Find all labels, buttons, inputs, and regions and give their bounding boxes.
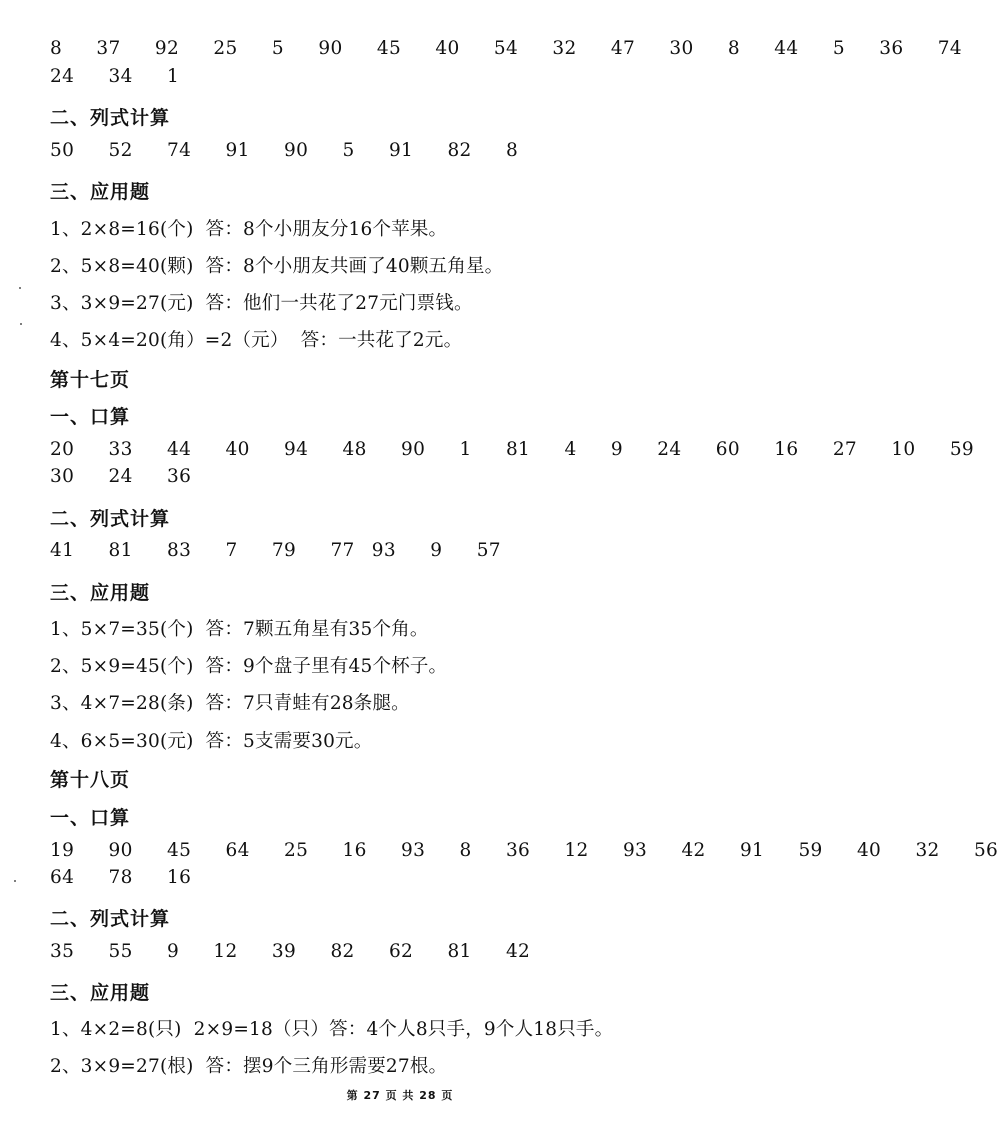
answer-line: 1、2×8=16(个) 答：8个小朋友分16个苹果。 — [50, 219, 448, 240]
scan-speck — [19, 287, 21, 289]
section3-heading: 三、应用题 — [50, 181, 151, 203]
answer-line: 1、4×2=8(只) 2×9=18（只）答：4个人8只手，9个人18只手。 — [50, 1019, 614, 1040]
oral-numbers-row2: 64 78 16 — [50, 867, 192, 888]
answer-line: 4、5×4=20(角）=2（元） 答：一共花了2元。 — [50, 330, 463, 351]
answer-line: 3、4×7=28(条) 答：7只青蛙有28条腿。 — [50, 693, 410, 714]
section2-numbers: 41 81 83 7 79 77 93 9 57 — [50, 540, 501, 561]
section3-heading: 三、应用题 — [50, 982, 151, 1004]
oral-numbers-row2: 30 24 36 — [50, 466, 192, 487]
section1-heading: 一、口算 — [50, 807, 131, 829]
answer-line: 2、3×9=27(根) 答：摆9个三角形需要27根。 — [50, 1056, 448, 1077]
page-title: 第十八页 — [50, 769, 131, 791]
section2-heading: 二、列式计算 — [50, 908, 171, 930]
oral-numbers-cont-row1: 8 37 92 25 5 90 45 40 54 32 47 30 8 44 5 36 74 — [50, 38, 962, 59]
section2-heading: 二、列式计算 — [50, 508, 171, 530]
answer-line: 2、5×8=40(颗) 答：8个小朋友共画了40颗五角星。 — [50, 256, 504, 277]
page-title: 第十七页 — [50, 369, 131, 391]
oral-numbers-cont-row2: 24 34 1 — [50, 66, 180, 87]
section1-heading: 一、口算 — [50, 406, 131, 428]
section2-numbers: 50 52 74 91 90 5 91 82 8 — [50, 140, 519, 161]
section3-heading: 三、应用题 — [50, 582, 151, 604]
scan-speck — [20, 323, 22, 325]
answer-line: 4、6×5=30(元) 答：5支需要30元。 — [50, 731, 373, 752]
section2-numbers: 35 55 9 12 39 82 62 81 42 — [50, 941, 531, 962]
oral-numbers-row1: 20 33 44 40 94 48 90 1 81 4 9 24 60 16 27 10 59 — [50, 439, 974, 460]
scan-speck — [14, 880, 16, 882]
answer-line: 3、3×9=27(元) 答：他们一共花了27元门票钱。 — [50, 293, 473, 314]
page-footer: 第 27 页 共 28 页 — [346, 1089, 454, 1102]
answer-line: 2、5×9=45(个) 答：9个盘子里有45个杯子。 — [50, 656, 448, 677]
answer-line: 1、5×7=35(个) 答：7颗五角星有35个角。 — [50, 619, 429, 640]
oral-numbers-row1: 19 90 45 64 25 16 93 8 36 12 93 42 91 59 40 32 56 — [50, 840, 998, 861]
section2-heading: 二、列式计算 — [50, 107, 171, 129]
